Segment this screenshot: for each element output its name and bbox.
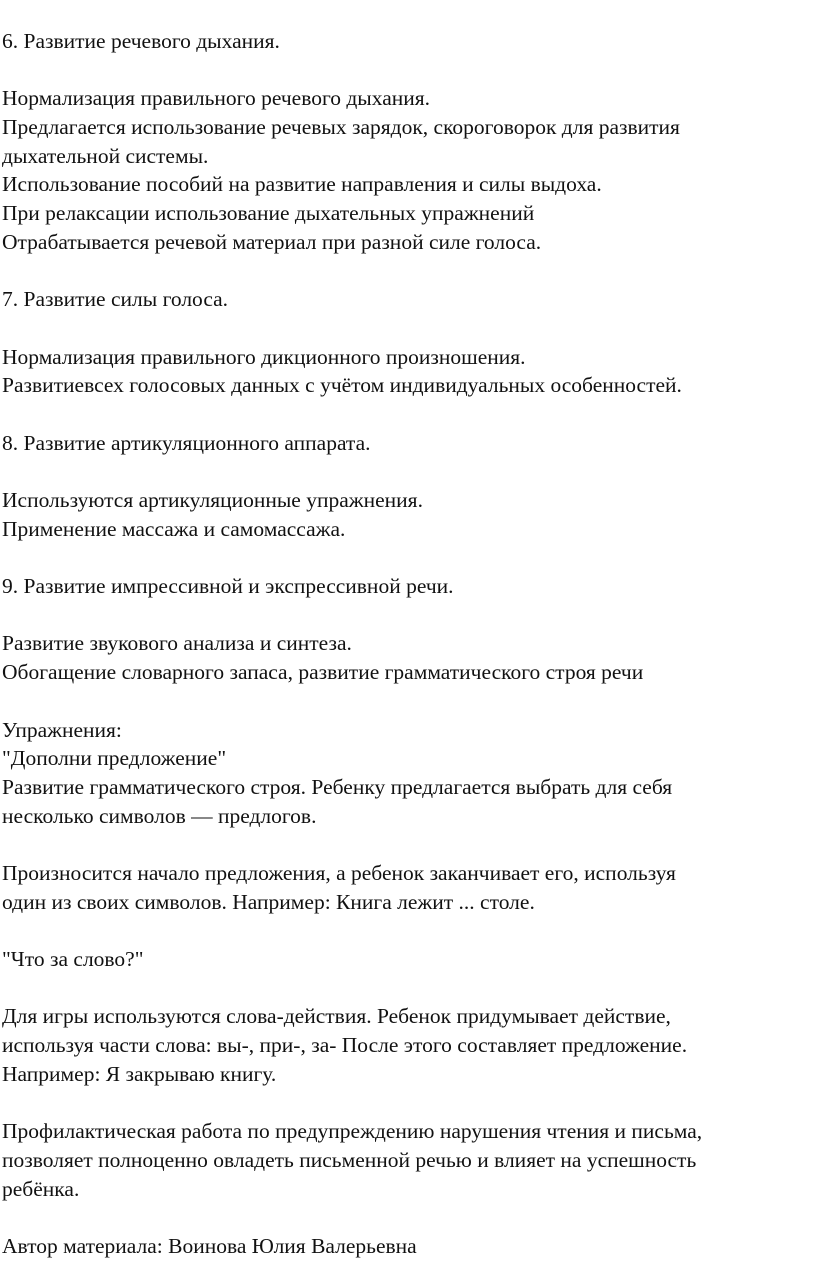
section-8-line: Используются артикуляционные упражнения. [2,488,423,512]
spacer [2,314,812,343]
section-7-line: Нормализация правильного дикционного произношения. [2,344,526,369]
exercise-2-name: "Что за слово?" [2,947,144,971]
spacer [2,257,812,286]
section-6-line: При релаксации использование дыхательных упражнений [2,201,535,226]
spacer [2,543,812,572]
section-6-line: Предлагается использование речевых зарядок, скороговорок для развития [2,115,680,140]
exercise-1-line: несколько символов — предлогов. [2,803,317,828]
spacer [2,601,812,630]
spacer [2,687,812,716]
exercise-1-line: один из своих символов. Например: Книга лежит ... столе. [2,889,535,914]
spacer [2,1088,812,1117]
spacer [2,56,812,85]
exercise-1-line: Развитие грамматического строя. Ребенку предлагается выбрать для себя [2,774,673,799]
section-8-heading: 8. Развитие артикуляционного аппарата. [2,430,371,455]
exercise-2-line: Например: Я закрываю книгу. [2,1061,277,1086]
exercise-2-line: используя части слова: вы-, при-, за- После этого составляет предложение. [2,1033,688,1058]
section-8-line: Применение массажа и самомассажа. [2,516,346,541]
section-6-line: дыхательной системы. [2,143,209,168]
spacer [2,1203,812,1232]
section-9-line: Развитие звукового анализа и синтеза. [2,631,352,656]
section-6-line: Использование пособий на развитие направления и силы выдоха. [2,172,602,197]
section-9-line: Обогащение словарного запаса, развитие грамматического строя речи [2,660,644,685]
conclusion-line: Профилактическая работа по предупреждению нарушения чтения и письма, [2,1119,703,1144]
conclusion-line: ребёнка. [2,1176,80,1201]
section-6-line: Отрабатывается речевой материал при разной силе голоса. [2,229,542,254]
spacer [2,457,812,486]
exercise-1-name: "Дополни предложение" [2,746,227,771]
section-6-line: Нормализация правильного речевого дыхания. [2,86,431,111]
spacer [2,916,812,945]
conclusion-line: позволяет полноценно овладеть письменной речью и влияет на успешность [2,1147,697,1172]
document-body [2,27,812,1261]
section-6-heading: 6. Развитие речевого дыхания. [2,29,280,53]
exercise-1-line: Произносится начало предложения, а ребенок заканчивает его, используя [2,860,676,885]
spacer [2,830,812,859]
exercise-2-line: Для игры используются слова-действия. Ребенок придумывает действие, [2,1004,671,1029]
spacer [2,974,812,1003]
section-9-heading: 9. Развитие импрессивной и экспрессивной речи. [2,574,454,599]
section-7-line: Развитиевсех голосовых данных с учётом индивидуальных особенностей. [2,373,682,398]
spacer [2,400,812,429]
author-credit: Автор материала: Воинова Юлия Валерьевна [2,1233,417,1258]
section-7-heading: 7. Развитие силы голоса. [2,287,229,312]
exercises-title: Упражнения: [2,717,122,742]
